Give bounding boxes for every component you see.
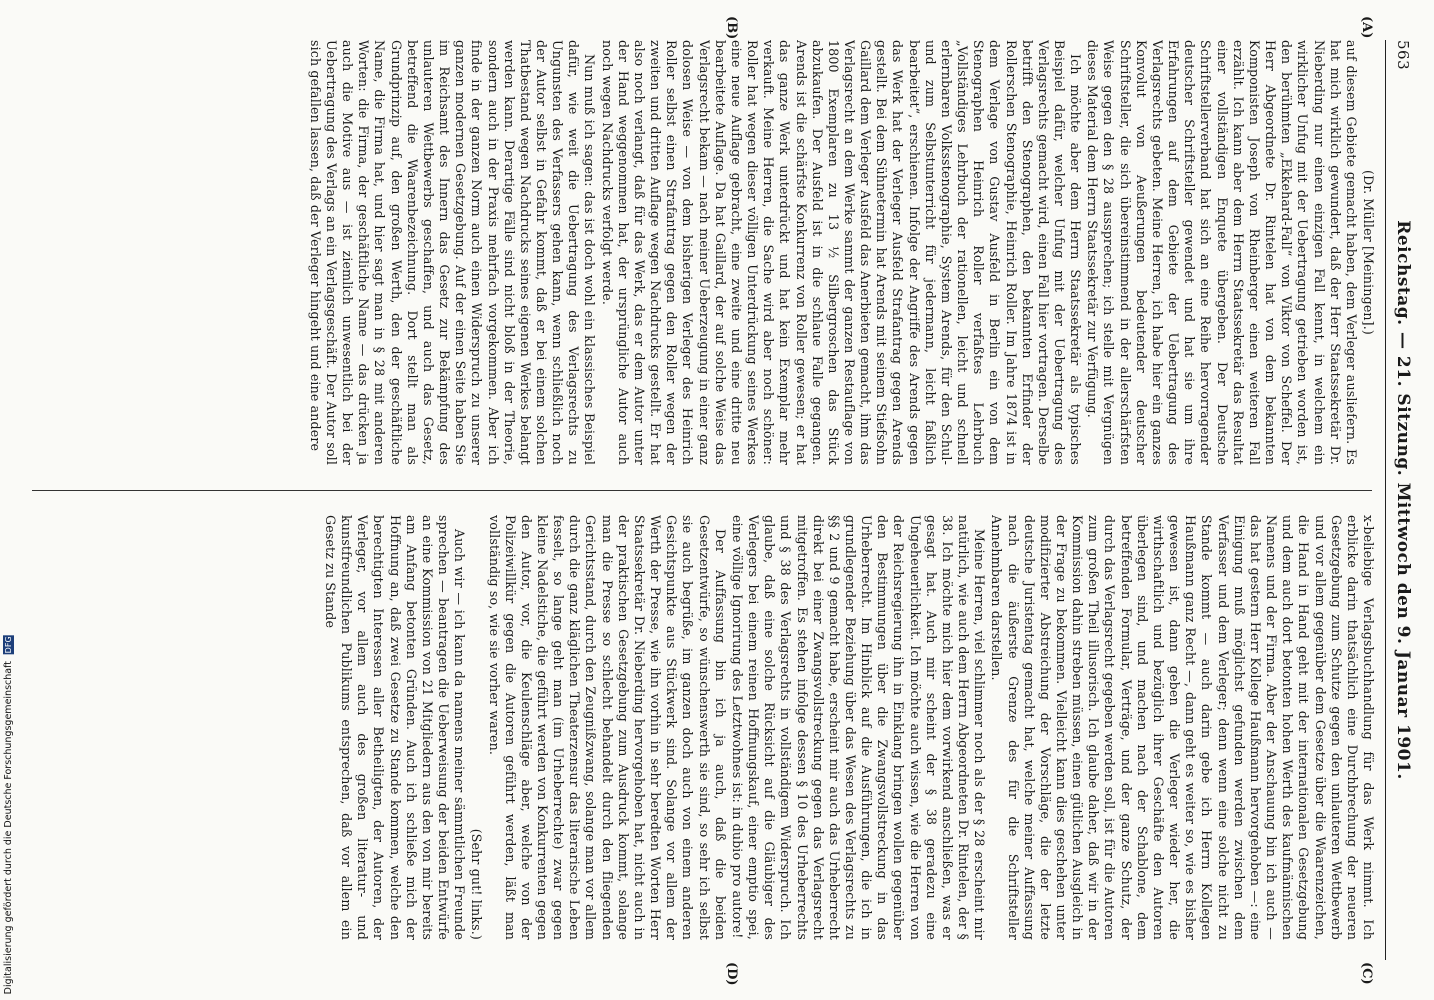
dfg-logo: DFG [4,635,13,653]
applause-note: (Sehr gut! links.) [469,828,485,940]
column-divider [32,490,1372,491]
footer-credit [3,635,14,994]
digitization-footer [0,590,18,1000]
footer-credit-text: Digitalisierung gefördert durch die Deutsche Forschungsgemeinschaft [3,660,14,994]
paragraph: Nun muß ich sagen: das ist doch wohl ein klassisches Beispiel dafür, wie weit die Uebertragung des Verlagsrechts zu Ungunsten des Verfassers gehen kann, wenn schließlich noch der Autor selbst in Gefahr kommt, daß er bei einem solchen Thatbestand wegen Nachdrucks seines eigenen Werkes belangt werden kann. Derartige Fälle sind nicht bloß in der Theorie, sondern auch in der Praxis mehrfach vorgekommen. Aber ich finde in der ganzen Norm auch einen Widerspruch zu unserer ganzen modernen Gesetzgebung. Auf der einen Seite haben Sie im Reichsamt des Innern das Gesetz zur Bekämpfung des unlauteren Wettbewerbs geschaffen, und auch das Gesetz, betreffend die Waarenbezeichnung. Dort stellt man als Grundprinzip auf, den großen Werth, den der geschäftliche Name, die Firma hat, und hier sagt man in § 28 mit anderen Worten: die Firma, der geschäftliche Name — das drücken ja auch die Motive aus — ist ziemlich unwesentlich bei der Uebertragung des Verlags an ein Verlagsgeschäft. Der Autor soll sich gefallen lassen, daß der Verleger hingeht und eine andere [307,40,598,465]
margin-marker-d: (D) [724,962,739,986]
text-column-left [21,40,1376,465]
text-column-right [21,515,1376,940]
speaker-label: (Dr. Müller [Meiningen].) [1361,170,1376,335]
paragraph: Meine Herren, viel schlimmer noch als der § 28 erscheint mir natürlich, wie auch dem Herrn Abgeordneten Dr. Rintelen, der § 38. Ich möchte mich hier dem vorwirkend anschließen, was er gesagt hat. Auch mir scheint der § 38 geradezu eine Ungeheuerlichkeit. Ich möchte auch wissen, wie die Herren von der Reichsregierung ihn in Einklang bringen wollen gegenüber den Bestimmungen über die Zwangsvollstreckung in das Urheberrecht. Im Hinblick auf die Ausführungen, die ich in grundlegender Beziehung über das Wesen des Verlagsrechts zu §§ 2 und 9 gemacht habe, erscheint mir auch das Urheberrecht direkt bei einer Zwangsvollstreckung gegen das Verlagsrecht mitgetroffen. Es stehen infolge dessen § 10 des Urheberrechts und § 38 des Verlagsrechts in vollständigem Widerspruch. Ich glaube, daß eine solche Rücksicht auf die Gläubiger des Verlegers bei einem reinen Hoffnungskauf, einer emptio spei, eine völlige Ignorirung des Letztwohnes ist: in dubio pro autore! [729,515,988,940]
running-title: Reichstag. — 21. Sitzung. Mittwoch den 9. Januar 1901. [1393,220,1413,780]
paragraph: x-beliebige Verlagsbuchhandlung für das Werk nimmt. Ich erblicke darin thatsächlich eine Durchbrechung der neueren Gesetzgebung zum Schutze gegen den unlauteren Wettbewerb und vor allem gegenüber dem Gesetze über die Waarenzeichen, die Hand in Hand geht mit der internationalen Gesetzgebung und dem auch dort betonten hohen Werth des kaufmännischen Namens und der Firma. Aber der Anschauung bin ich auch — das hat gestern Herr Kollege Haußmann hervorgehoben —: eine Einigung muß möglichst gefunden werden zwischen dem Verfasser und dem Verleger; denn wenn eine solche nicht zu Stande kommt — auch darin gebe ich Herrn Kollegen Haußmann ganz Recht —, dann geht es weiter so, wie es bisher gewesen ist, dann geben die Verleger wieder her, die wirthschaftlich und bezüglich ihrer Geschäfte den Autoren überlegen sind, und machen nach der Schablone, dem betreffenden Formular, Verträge, und der ganze Schutz, der durch das Verlagsrecht gegeben werden soll, ist für die Autoren zum großen Theil illusorisch. Ich glaube daher, daß wir in der Kommission dahin streben müssen, einen gütlichen Ausgleich in der Frage zu bekommen. Vielleicht kann dies geschehen unter modifizierter Abstreichung der Vorschläge, die der letzte deutsche Juristentag gemacht hat, welche meiner Auffassung nach die äußerste Grenze des für die Schriftsteller Annehmbaren darstellen. [989,515,1376,940]
paragraph: Der Auffassung bin ich ja auch, daß die beiden Gesetzentwürfe, so wünschenswerth sie sind, so sehr ich selbst sie auch begrüße, im ganzen doch auch von einem anderen Gesichtspunkte aus Stückwerk sind. Solange vor allem der Werth der Presse, wie ihn vorhin in sehr beredten Worten Herr Staatssekretär Dr. Nieberding hervorgehoben hat, nicht auch in der praktischen Gesetzgebung zum Ausdruck kommt, solange man die Presse so schlecht behandelt durch den fliegenden Gerichtsstand, durch den Zeugnißzwang, solange man vor allem durch die ganz kläglichen Theaterzensur das literarische Leben fesselt, so lange geht man (im Urheberrechte) zwar gegen kleine Nadelstiche, die geführt werden von Konkurrenten gegen den Autor, vor, die Keulenschläge aber, welche von der Polizeiwillkür gegen die Autoren geführt werden, läßt man vollständig so, wie sie vorher waren. [486,515,728,940]
paragraph: Auch wir — ich kann da namens meiner sämmtlichen Freunde sprechen — beantragen die Ueberweisung der beiden Entwürfe an eine Kommission von 21 Mitgliedern aus den von mir bereits am Anfang betonten Gründen. Auch ich schließe mich der Hoffnung an, daß zwei Gesetze zu Stande kommen, welche den berechtigten Interessen aller Betheiligten, der Autoren, der Verleger, vor allem auch des großen literatur- und kunstfreundlichen Publikums entsprechen, daß vor allem ein Gesetz zu Stande [323,515,468,940]
page-header [1385,40,1416,960]
margin-marker-b: (B) [724,16,739,40]
page-number: 563 [1394,40,1412,71]
paragraph: auf diesem Gebiete gemacht haben, dem Verleger ausliefern. Es hat mich wirklich gewundert, daß der Herr Staatssekretär Dr. Nieberding nur einen einzigen Fall kennt, in welchem ein wirklicher Unfug mit der Uebertragung getrieben worden ist, den berühmten „Ekkehard-Fall“ von Viktor von Scheffel. Der Herr Abgeordnete Dr. Rintelen hat von dem bekannten Komponisten Joseph von Rheinberger einen weiteren Fall erzählt. Ich kann aber dem Herrn Staatssekretär das Resultat einer vollständigen Enquete übergeben. Der Deutsche Schriftstellerverband hat sich an eine Reihe hervorragender deutscher Schriftsteller gewendet und hat sie um ihre Erfahrungen auf dem Gebiete der Uebertragung des Verlagsrechts gebeten. Meine Herren, ich habe hier ein ganzes Konvolut von Aeußerungen bedeutender deutscher Schriftsteller, die sich übereinstimmend in der allerschärfsten Weise gegen den § 28 aussprechen; ich stelle mit Vergnügen dieses Material dem Herrn Staatssekretär zur Verfügung. [1085,40,1359,465]
paragraph: Ich möchte aber dem Herrn Staatssekretär als typisches Beispiel dafür, welcher Unfug mit der Uebertragung des Verlagsrechts gemacht wird, einen Fall hier vortragen. Derselbe betrifft den Stenographen, den bekannten Erfinder der Rollerschen Stenographie, Heinrich Roller. Im Jahre 1874 ist in dem Verlage von Gustav Ausfeld in Berlin ein von dem Stenographen Heinrich Roller verfaßtes Lehrbuch „Vollständiges Lehrbuch der rationellen, leicht und schnell erlernbaren Volksstenographie, System Arends, für den Schul- und zum Selbstunterricht für jedermann, leicht faßlich bearbeitet“, erschienen. Infolge der Angriffe des Arends gegen das Werk hat der Verleger Ausfeld Strafantrag gegen Arends gestellt. Bei dem Sühnetermin hat Arends mit seinem Stiefsohn Gaillard dem Verleger Ausfeld das Anerbieten gemacht, ihm das Verlagsrecht an dem Werke sammt der ganzen Restauflage von 1800 Exemplaren zu 13 ½ Silbergroschen das Stück abzukaufen. Der Ausfeld ist in die schlaue Falle gegangen. Arends ist die schärfste Konkurrenz von Roller gewesen; er hat das ganze Werk unterdrückt und hat kein Exemplar mehr verkauft. Meine Herren, die Sache wird aber noch schöner: Roller hat wegen dieser völligen Unterdrückung seines Werkes eine neue Auflage gebracht, eine zweite und eine dritte neu bearbeitete Auflage. Da hat Gaillard, der auf solche Weise das Verlagsrecht bekam — nach meiner Ueberzeugung in einer ganz dolosen Weise — von dem bisherigen Verleger des Heinrich Roller selbst einen Strafantrag gegen den Roller wegen der zweiten und dritten Auflage wegen Nachdrucks gestellt. Er hat also noch verlangt, daß für das Werk, das er dem Autor unter der Hand weggenommen hat, der ursprüngliche Autor auch noch wegen Nachdrucks verfolgt werde. [599,40,1084,465]
margin-marker-c: (C) [1359,962,1374,985]
margin-marker-a: (A) [1359,16,1374,39]
